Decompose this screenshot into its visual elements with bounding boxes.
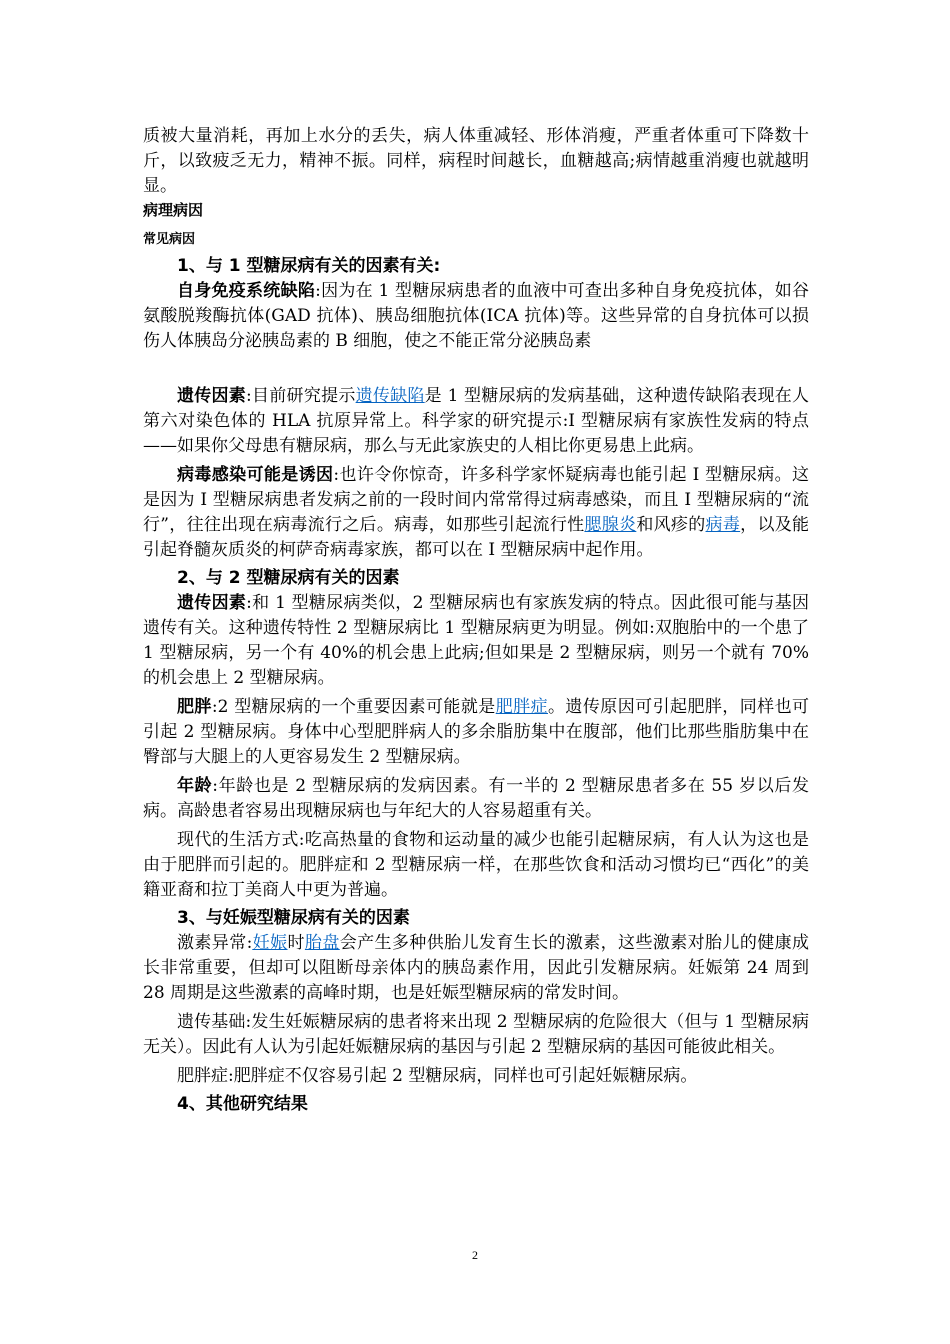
term-autoimmune: 自身免疫系统缺陷 (177, 281, 316, 301)
term-obesity: 肥胖 (177, 697, 212, 717)
paragraph-hormone: 激素异常:妊娠时胎盘会产生多种供胎儿发育生长的激素，这些激素对胎儿的健康成长非常重要，但却可以阻断母亲体内的胰岛素作用，因此引发糖尿病。妊娠第 24 周到 28 周期是这些激素的高峰时期，也是妊娠型糖尿病的常发时间。 (143, 933, 810, 1003)
heading-type1: 1、与 1 型糖尿病有关的因素有关: (177, 256, 441, 276)
subsection-title: 常见病因 (143, 232, 196, 247)
paragraph-genetic-type2: 遗传因素:和 1 型糖尿病类似，2 型糖尿病也有家族发病的特点。因此很可能与基因遗传有关。这种遗传特性 2 型糖尿病比 1 型糖尿病更为明显。例如:双胞胎中的一个患了 1 型糖尿病，另一个有 40%的机会患上此病;但如果是 2 型糖尿病，则另一个就有 70%的机会患上 2 型糖尿病。 (143, 593, 810, 688)
page-number: 2 (472, 1248, 478, 1262)
heading-other-research: 4、其他研究结果 (177, 1094, 308, 1114)
blank-line (143, 354, 809, 380)
document-page (143, 124, 809, 1117)
paragraph-lifestyle: 现代的生活方式:吃高热量的食物和运动量的减少也能引起糖尿病，有人认为这也是由于肥胖而引起的。肥胖症和 2 型糖尿病一样，在那些饮食和活动习惯均已“西化”的美籍亚裔和拉丁美商人中更为普遍。 (143, 830, 809, 900)
heading-type2: 2、与 2 型糖尿病有关的因素 (177, 568, 400, 588)
paragraph-obesity: 肥胖:2 型糖尿病的一个重要因素可能就是肥胖症。遗传原因可引起肥胖，同样也可引起 2 型糖尿病。身体中心型肥胖病人的多余脂肪集中在腹部，他们比那些脂肪集中在臀部与大腿上的人更容易发生 2 型糖尿病。 (143, 697, 810, 767)
intro-paragraph: 质被大量消耗，再加上水分的丢失，病人体重减轻、形体消瘦，严重者体重可下降数十斤，以致疲乏无力，精神不振。同样，病程时间越长，血糖越高;病情越重消瘦也就越明显。 (143, 126, 809, 196)
paragraph-autoimmune: 自身免疫系统缺陷:因为在 1 型糖尿病患者的血液中可查出多种自身免疫抗体，如谷氨酸脱羧酶抗体(GAD 抗体)、胰岛细胞抗体(ICA 抗体)等。这些异常的自身抗体可以损伤人体胰岛分泌胰岛素的 B 细胞，使之不能正常分泌胰岛素 (143, 281, 809, 351)
term-virus: 病毒感染可能是诱因 (177, 465, 334, 485)
paragraph-obesity-gestational: 肥胖症:肥胖症不仅容易引起 2 型糖尿病，同样也可引起妊娠糖尿病。 (177, 1066, 698, 1086)
term-age: 年龄 (177, 776, 213, 796)
paragraph-virus: 病毒感染可能是诱因:也许令你惊奇，许多科学家怀疑病毒也能引起 I 型糖尿病。这是因为 I 型糖尿病患者发病之前的一段时间内常常得过病毒感染，而且 I 型糖尿病的“流行”，往往出现在病毒流行之后。病毒，如那些引起流行性腮腺炎和风疹的病毒，以及能引起脊髓灰质炎的柯萨奇病毒家族，都可以在 I 型糖尿病中起作用。 (143, 465, 810, 560)
section-title: 病理病因 (143, 201, 204, 219)
link-virus[interactable]: 病毒 (705, 515, 741, 535)
term-genetic-2: 遗传因素 (177, 593, 247, 613)
paragraph-age: 年龄:年龄也是 2 型糖尿病的发病因素。有一半的 2 型糖尿患者多在 55 岁以后发病。高龄患者容易出现糖尿病也与年纪大的人容易超重有关。 (143, 776, 809, 821)
paragraph-genetic-type1: 遗传因素:目前研究提示遗传缺陷是 1 型糖尿病的发病基础，这种遗传缺陷表现在人第六对染色体的 HLA 抗原异常上。科学家的研究提示:I 型糖尿病有家族性发病的特点——如果你父母患有糖尿病，那么与无此家族史的人相比你更易患上此病。 (143, 386, 810, 456)
link-genetic-defect[interactable]: 遗传缺陷 (355, 386, 425, 406)
link-pregnancy[interactable]: 妊娠 (252, 933, 288, 953)
link-obesity[interactable]: 肥胖症 (495, 697, 548, 717)
paragraph-genetic-basis: 遗传基础:发生妊娠糖尿病的患者将来出现 2 型糖尿病的危险很大（但与 1 型糖尿病无关）。因此有人认为引起妊娠糖尿病的基因与引起 2 型糖尿病的基因可能彼此相关。 (143, 1012, 809, 1057)
term-genetic: 遗传因素 (177, 386, 247, 406)
link-placenta[interactable]: 胎盘 (304, 933, 340, 953)
heading-gestational: 3、与妊娠型糖尿病有关的因素 (177, 908, 410, 928)
link-mumps[interactable]: 腮腺炎 (584, 515, 637, 535)
